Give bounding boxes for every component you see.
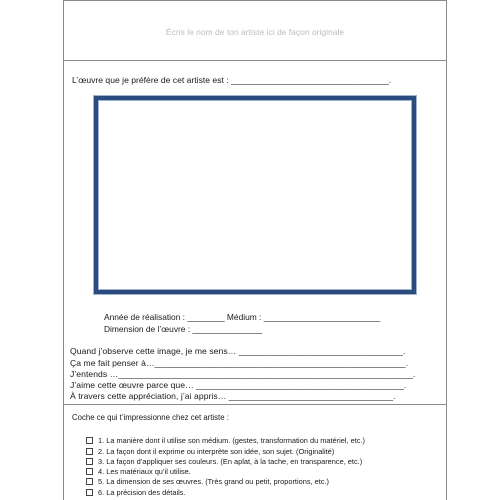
checkbox[interactable] <box>86 478 93 485</box>
criteria-item[interactable] <box>86 456 362 466</box>
checkbox[interactable] <box>86 489 93 496</box>
favorite-artwork-line: L’œuvre que je préfère de cet artiste est : _________________________________. <box>72 75 392 85</box>
criteria-title: Coche ce qui t’impressionne chez cet artiste : <box>72 413 229 422</box>
worksheet-page <box>63 0 447 500</box>
section-divider <box>64 404 446 405</box>
checkbox[interactable] <box>86 448 93 455</box>
question-learned: À travers cette appréciation, j’ai appris… __________________________________. <box>70 391 396 401</box>
checkbox[interactable] <box>86 458 93 465</box>
dimension-line: Dimension de l’œuvre : _______________ <box>104 324 263 334</box>
question-feel: Quand j’observe cette image, je me sens… __________________________________. <box>70 346 406 356</box>
criteria-label: 3. La façon d’appliquer ses couleurs. (En aplat, à la tache, en transparence, etc.) <box>98 456 363 466</box>
criteria-item[interactable] <box>86 476 329 486</box>
criteria-item[interactable] <box>86 466 191 476</box>
checkbox[interactable] <box>86 437 93 444</box>
checkbox[interactable] <box>86 468 93 475</box>
criteria-item[interactable] <box>86 446 334 456</box>
top-border <box>64 0 446 1</box>
artwork-frame <box>94 96 416 294</box>
criteria-label: 1. La manière dont il utilise son médium. (gestes, transformation du matériel, etc.) <box>98 435 366 445</box>
criteria-label: 2. La façon dont il exprime ou interprète son idée, son sujet. (Originalité) <box>98 446 335 456</box>
criteria-label: 4. Les matériaux qu’il utilise. <box>98 466 191 476</box>
question-like: J’aime cette œuvre parce que… ___________________________________________. <box>70 380 407 390</box>
criteria-label: 6. La précision des détails. <box>98 487 186 497</box>
criteria-item[interactable] <box>86 435 365 445</box>
year-medium-line: Année de réalisation : ________ Médium : _________________________ <box>104 312 381 322</box>
artist-name-placeholder: Écris le nom de ton artiste ici de façon originale <box>165 27 345 37</box>
criteria-item[interactable] <box>86 487 186 497</box>
question-hear: J’entends …_____________________________________________________________. <box>70 369 416 379</box>
question-reminds: Ça me fait penser à…____________________________________________________. <box>70 358 409 368</box>
header-divider <box>64 60 446 61</box>
criteria-label: 5. La dimension de ses œuvres. (Très grand ou petit, proportions, etc.) <box>98 476 329 486</box>
